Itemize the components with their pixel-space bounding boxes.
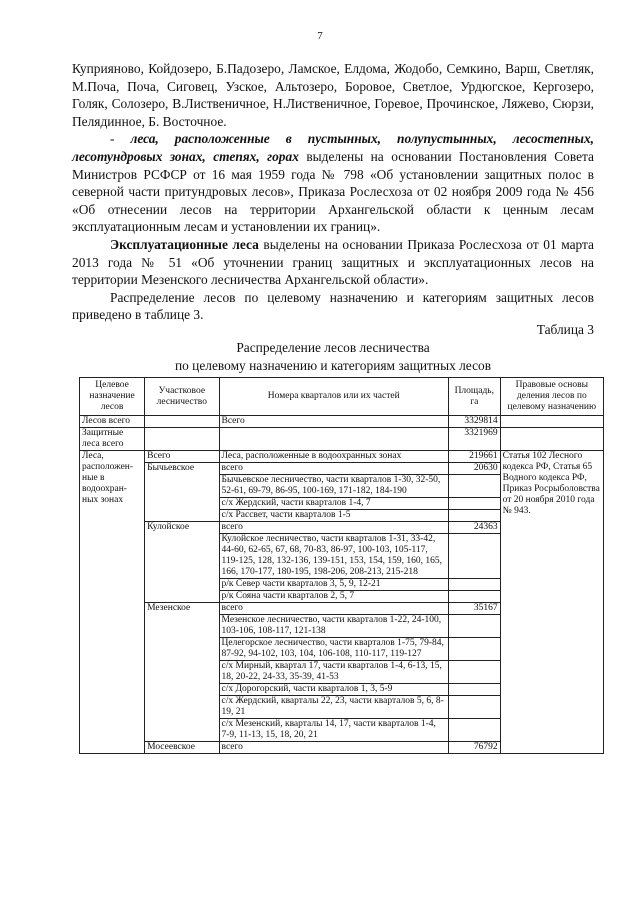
district-name: Кулойское	[145, 522, 219, 603]
empty-cell	[500, 428, 603, 451]
row-quarters: Всего	[219, 416, 448, 428]
table-label: Таблица 3	[536, 322, 594, 337]
table-title	[72, 339, 594, 374]
table-header-row	[80, 378, 604, 416]
header-district: Участковое лесничество	[145, 378, 219, 416]
row-quarters: р/к Сояна части кварталов 2, 5, 7	[219, 591, 448, 603]
row-area	[448, 534, 500, 579]
row-quarters: р/к Север части кварталов 3, 5, 9, 12-21	[219, 579, 448, 591]
row-area: 3321969	[448, 428, 500, 451]
district-name: Мосеевское	[145, 742, 219, 754]
row-area	[448, 684, 500, 696]
empty-cell	[145, 416, 219, 428]
header-area: Площадь, га	[448, 378, 500, 416]
row-area	[448, 696, 500, 719]
page-number: 7	[317, 30, 323, 42]
row-label: Защитные леса всего	[80, 428, 145, 451]
row-area: 76792	[448, 742, 500, 754]
paragraph-1: Куприяново, Койдозеро, Б.Падозеро, Ламское, Елдома, Жодобо, Семкино, Варш, Светляк, М.Поча, Поча, Сиговец, Узское, Альтозеро, Боровое, Светлое, Урдюгское, Кергозеро, Голяк, Солозеро, В.Лиственичное, Н.Лиственичное, Горевое, Прочинское, Ляжево, Сюрзи, Пелядинное, Б. Восточное.	[72, 61, 594, 129]
table-title-line-1: Распределение лесов лесничества	[236, 340, 430, 355]
district-name: Бычьевское	[145, 463, 219, 522]
row-area	[448, 510, 500, 522]
row-area	[448, 579, 500, 591]
header-quarters: Номера кварталов или их частей	[219, 378, 448, 416]
table-title-line-2: по целевому назначению и категориям защитных лесов	[174, 357, 492, 373]
paragraph-2	[72, 130, 594, 236]
legal-basis: Статья 102 Лесного кодекса РФ, Статья 65 Водного кодекса РФ, Приказ Росрыболовства от 20 ноября 2010 года № 943.	[500, 451, 603, 754]
body-text	[72, 60, 594, 324]
row-area: 35167	[448, 603, 500, 615]
row-area	[448, 638, 500, 661]
row-quarters: всего	[219, 742, 448, 754]
row-quarters: Кулойское лесничество, части кварталов 1-31, 33-42, 44-60, 62-65, 67, 68, 70-83, 86-97, 100-103, 105-117, 119-125, 128, 132-136, 139-151, 153, 154, 159, 160, 165, 166, 170-177, 180-195, 198-206, 208-213, 215-218	[219, 534, 448, 579]
row-area	[448, 719, 500, 742]
row-area: 3329814	[448, 416, 500, 428]
district-name: Мезенское	[145, 603, 219, 742]
row-quarters: Бычьевское лесничество, части кварталов 1-30, 32-50, 52-61, 69-79, 86-95, 100-169, 171-182, 184-190	[219, 475, 448, 498]
district-name: Всего	[145, 451, 219, 463]
row-area: 24363	[448, 522, 500, 534]
row-area	[448, 661, 500, 684]
paragraph-3-emphasis: Эксплуатационные леса	[110, 236, 259, 252]
paragraph-3	[72, 236, 594, 289]
table-row	[80, 416, 604, 428]
empty-cell	[219, 428, 448, 451]
dash: -	[110, 131, 131, 147]
row-quarters: с/х Мирный, квартал 17, части кварталов 1-4, 6-13, 15, 18, 20-22, 24-33, 35-39, 41-53	[219, 661, 448, 684]
row-area	[448, 615, 500, 638]
paragraph-2-text: выделены на основании Постановления Совета Министров РСФСР от 16 мая 1959 года № 798 «Об установлении защитных полос в северной части притундровых лесов», Приказа Рослесхоза от 02 ноября 2009 года № 456 «Об отнесении лесов на территории Архангельской области к ценным лесам эксплуатационным лесам и установлении их границ».	[72, 148, 594, 235]
row-quarters: с/х Дорогорский, части кварталов 1, 3, 5-9	[219, 684, 448, 696]
header-legal-basis: Правовые основы деления лесов по целевому назначению	[500, 378, 603, 416]
row-quarters: Целегорское лесничество, части кварталов 1-75, 79-84, 87-92, 94-102, 103, 104, 106-108, 110-117, 119-127	[219, 638, 448, 661]
paragraph-3-text: выделены на основании Приказа Рослесхоза от 01 марта 2013 года № 51 «Об уточнении границ защитных и эксплуатационных лесов на территории Мезенского лесничества Архангельской области».	[72, 236, 594, 288]
row-area	[448, 591, 500, 603]
header-purpose: Целевое назначение лесов	[80, 378, 145, 416]
empty-cell	[145, 428, 219, 451]
paragraph-2-emphasis: леса, расположенные в пустынных, полупустынных, лесостепных, лесотундровых зонах, степях, горах	[72, 131, 594, 164]
row-quarters: всего	[219, 522, 448, 534]
row-quarters: всего	[219, 603, 448, 615]
table-row	[80, 428, 604, 451]
row-quarters: с/х Жердский, части кварталов 1-4, 7	[219, 498, 448, 510]
forest-distribution-table	[79, 377, 604, 754]
category-label: Леса, расположен-ные в водоохран-ных зонах	[80, 451, 145, 754]
row-quarters: Леса, расположенные в водоохранных зонах	[219, 451, 448, 463]
row-quarters: всего	[219, 463, 448, 475]
table-row	[80, 451, 604, 463]
row-quarters: с/х Рассвет, части кварталов 1-5	[219, 510, 448, 522]
row-area: 219661	[448, 451, 500, 463]
empty-cell	[500, 416, 603, 428]
row-quarters: Мезенское лесничество, части кварталов 1-22, 24-100, 103-106, 108-117, 121-138	[219, 615, 448, 638]
row-area	[448, 475, 500, 498]
row-area: 20630	[448, 463, 500, 475]
row-area	[448, 498, 500, 510]
row-quarters: с/х Жердский, кварталы 22, 23, части кварталов 5, 6, 8-19, 21	[219, 696, 448, 719]
row-quarters: с/х Мезенский, кварталы 14, 17, части кварталов 1-4, 7-9, 11-13, 15, 18, 20, 21	[219, 719, 448, 742]
row-label: Лесов всего	[80, 416, 145, 428]
paragraph-4: Распределение лесов по целевому назначению и категориям защитных лесов приведено в таблице 3.	[72, 289, 594, 323]
